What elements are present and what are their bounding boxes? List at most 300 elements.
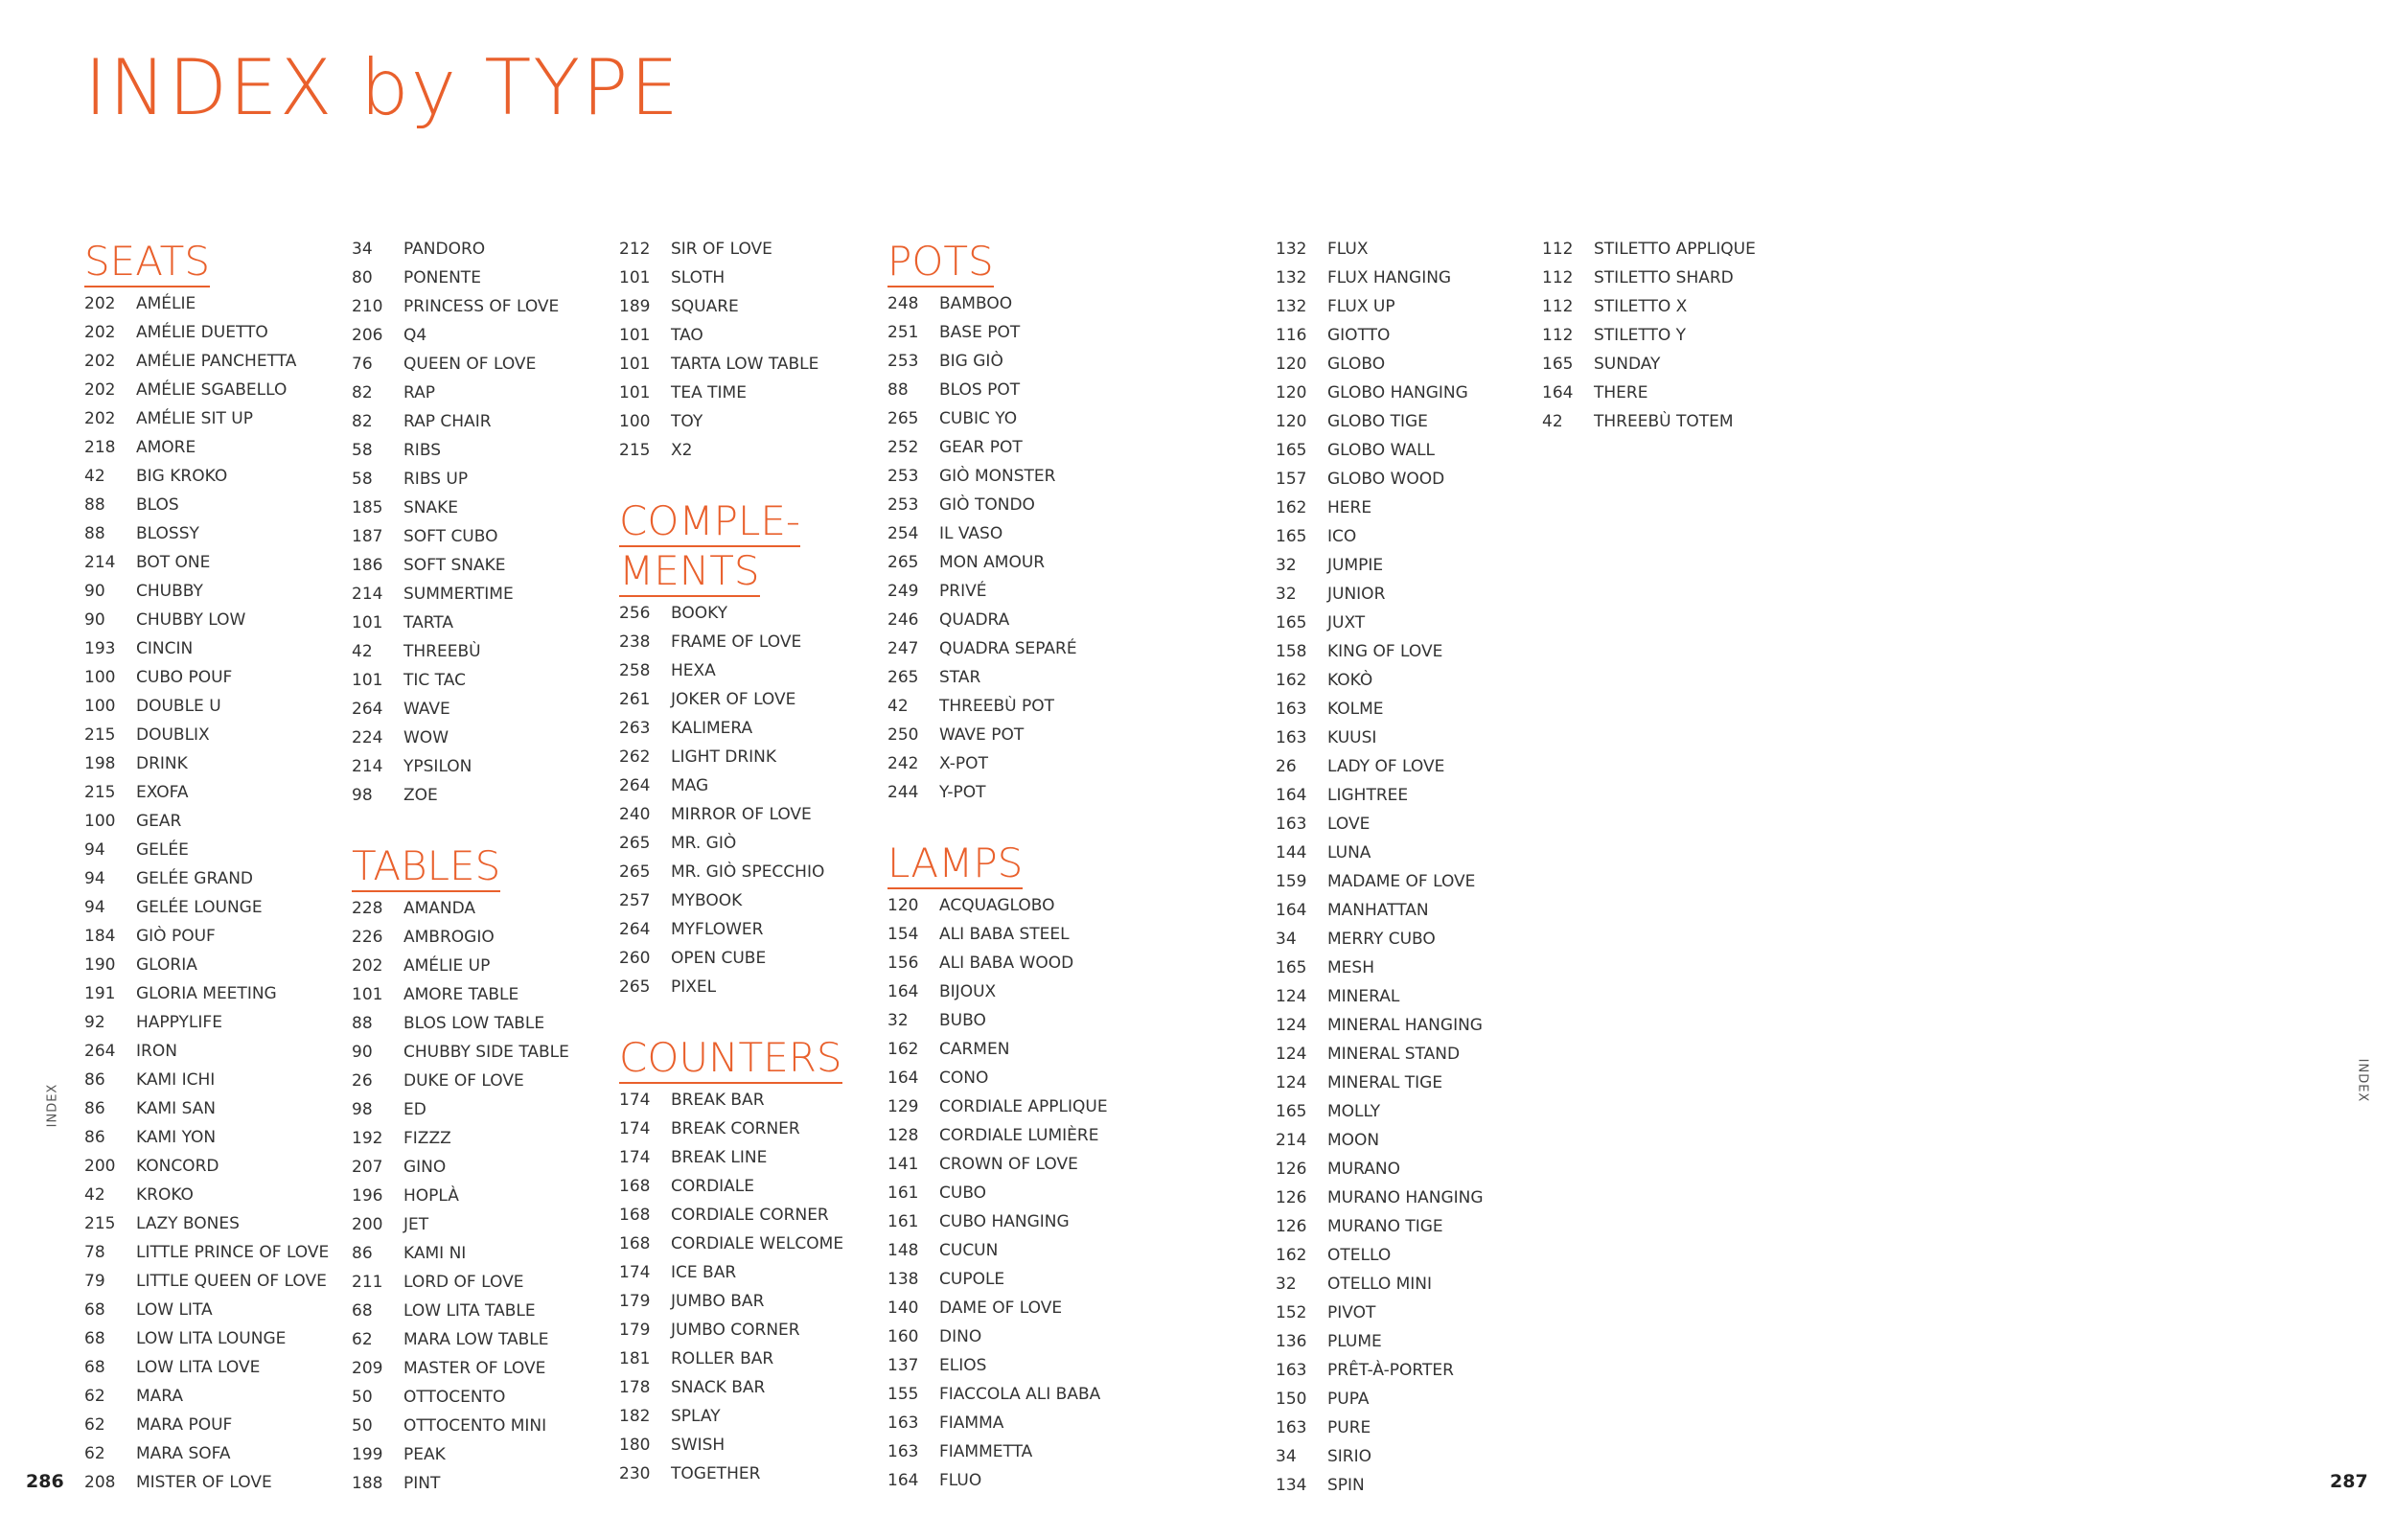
product-name: TOGETHER: [671, 1464, 761, 1483]
index-entry: [887, 462, 1146, 491]
page-ref: 214: [352, 585, 383, 604]
index-entry: [1276, 1327, 1534, 1356]
product-name: QUADRA SEPARÉ: [939, 639, 1077, 658]
index-entry: [84, 289, 343, 318]
product-name: BREAK BAR: [671, 1091, 765, 1110]
product-name: PRÊT-À-PORTER: [1327, 1361, 1454, 1380]
index-entry: [352, 952, 611, 980]
product-name: SOFT CUBO: [403, 527, 498, 546]
index-entry: [1276, 695, 1534, 724]
product-name: GLOBO: [1327, 355, 1386, 374]
index-entry: [1276, 954, 1534, 982]
index-entry: [887, 376, 1146, 404]
product-name: LOW LITA LOVE: [136, 1358, 261, 1377]
page-ref: 188: [352, 1474, 383, 1493]
index-entry: [619, 1402, 878, 1431]
product-name: TOY: [671, 412, 703, 431]
product-name: SUMMERTIME: [403, 585, 514, 604]
page-number-left: 286: [26, 1471, 64, 1492]
entry-list: [887, 891, 1146, 1495]
index-entry: [352, 894, 611, 923]
product-name: PANDORO: [403, 240, 486, 259]
page-ref: 202: [84, 294, 116, 313]
index-entry: [352, 522, 611, 551]
product-name: OTELLO: [1327, 1246, 1392, 1265]
index-entry: [1542, 321, 1801, 350]
index-entry: [887, 663, 1146, 692]
product-name: AMÉLIE PANCHETTA: [136, 352, 297, 371]
product-name: CROWN OF LOVE: [939, 1155, 1078, 1174]
product-name: TEA TIME: [671, 383, 747, 402]
product-name: TARTA LOW TABLE: [671, 355, 819, 374]
page-ref: 202: [84, 323, 116, 342]
page-ref: 240: [619, 805, 651, 824]
index-section: [619, 1034, 878, 1488]
page-ref: 94: [84, 840, 105, 860]
page-ref: 247: [887, 639, 919, 658]
index-entry: [1276, 1385, 1534, 1414]
index-section: [1542, 235, 1801, 436]
product-name: OTELLO MINI: [1327, 1275, 1433, 1294]
index-entry: [1276, 1011, 1534, 1040]
product-name: PLUME: [1327, 1332, 1382, 1351]
index-entry: [84, 1181, 343, 1209]
index-entry: [619, 1143, 878, 1172]
page-ref: 250: [887, 725, 919, 745]
product-name: HERE: [1327, 498, 1372, 517]
product-name: SNACK BAR: [671, 1378, 766, 1397]
product-name: BLOS POT: [939, 380, 1021, 400]
index-entry: [352, 1210, 611, 1239]
product-name: FIAMMA: [939, 1414, 1004, 1433]
index-entry: [887, 289, 1146, 318]
product-name: MARA LOW TABLE: [403, 1330, 549, 1349]
page-ref: 32: [1276, 585, 1297, 604]
index-entry: [1276, 1040, 1534, 1069]
index-entry: [887, 606, 1146, 634]
product-name: ACQUAGLOBO: [939, 896, 1055, 915]
page-ref: 62: [84, 1444, 105, 1463]
index-entry: [887, 1322, 1146, 1351]
page-ref: 208: [84, 1473, 116, 1492]
product-name: MADAME OF LOVE: [1327, 872, 1476, 891]
page-ref: 168: [619, 1234, 651, 1253]
section-heading: MENTS: [619, 547, 760, 597]
product-name: BLOSSY: [136, 524, 199, 543]
index-entry: [352, 609, 611, 637]
product-name: AMÉLIE SGABELLO: [136, 380, 288, 400]
product-name: GELÉE GRAND: [136, 869, 254, 888]
product-name: BUBO: [939, 1011, 986, 1030]
page-ref: 210: [352, 297, 383, 316]
index-entry: [887, 1437, 1146, 1466]
page-ref: 86: [84, 1128, 105, 1147]
page-ref: 264: [84, 1042, 116, 1061]
index-entry: [84, 864, 343, 893]
entry-list: [352, 235, 611, 810]
index-entry: [1542, 235, 1801, 264]
product-name: GLOBO WOOD: [1327, 470, 1445, 489]
index-entry: [352, 264, 611, 292]
page-ref: 224: [352, 728, 383, 747]
page-ref: 258: [619, 661, 651, 680]
page-ref: 32: [1276, 1275, 1297, 1294]
product-name: PEAK: [403, 1445, 446, 1464]
product-name: CUBO POUF: [136, 668, 233, 687]
index-entry: [84, 1123, 343, 1152]
product-name: KAMI YON: [136, 1128, 217, 1147]
page-ref: 137: [887, 1356, 919, 1375]
page-ref: 132: [1276, 268, 1307, 287]
index-entry: [352, 1383, 611, 1412]
product-name: BOT ONE: [136, 553, 211, 572]
index-entry: [84, 433, 343, 462]
index-entry: [619, 436, 878, 465]
product-name: MARA SOFA: [136, 1444, 231, 1463]
page-ref: 160: [887, 1327, 919, 1346]
index-entry: [84, 1439, 343, 1468]
page-ref: 168: [619, 1206, 651, 1225]
page-ref: 179: [619, 1292, 651, 1311]
product-name: THERE: [1594, 383, 1648, 402]
index-entry: [84, 721, 343, 749]
index-entry: [352, 1325, 611, 1354]
index-entry: [1276, 1270, 1534, 1299]
page-ref: 261: [619, 690, 651, 709]
page-ref: 214: [84, 553, 116, 572]
page-ref: 202: [84, 352, 116, 371]
index-entry: [1276, 494, 1534, 522]
index-entry: [352, 1297, 611, 1325]
product-name: GLOBO TIGE: [1327, 412, 1428, 431]
product-name: FIACCOLA ALI BABA: [939, 1385, 1101, 1404]
page-ref: 186: [352, 556, 383, 575]
index-entry: [84, 491, 343, 519]
product-name: BIG GIÒ: [939, 352, 1003, 371]
page-ref: 265: [887, 409, 919, 428]
index-section: [352, 235, 611, 810]
product-name: KAMI NI: [403, 1244, 467, 1263]
product-name: MOON: [1327, 1131, 1380, 1150]
index-entry: [619, 1287, 878, 1316]
index-entry: [1276, 1414, 1534, 1442]
index-entry: [1276, 551, 1534, 580]
index-entry: [84, 1267, 343, 1296]
product-name: JUMBO CORNER: [671, 1321, 800, 1340]
index-entry: [1276, 292, 1534, 321]
page-ref: 101: [619, 355, 651, 374]
page-ref: 62: [84, 1415, 105, 1435]
product-name: KING OF LOVE: [1327, 642, 1443, 661]
index-entry: [887, 1150, 1146, 1179]
product-name: AMÉLIE DUETTO: [136, 323, 268, 342]
page-ref: 148: [887, 1241, 919, 1260]
product-name: RAP CHAIR: [403, 412, 492, 431]
entry-list: [887, 289, 1146, 807]
page-ref: 212: [619, 240, 651, 259]
product-name: PIVOT: [1327, 1303, 1376, 1322]
index-entry: [887, 891, 1146, 920]
index-entry: [1276, 1299, 1534, 1327]
entry-list: [1542, 235, 1801, 436]
product-name: PONENTE: [403, 268, 481, 287]
index-entry: [1276, 724, 1534, 752]
index-entry: [1276, 637, 1534, 666]
index-entry: [352, 1412, 611, 1440]
index-entry: [1542, 350, 1801, 379]
product-name: CORDIALE CORNER: [671, 1206, 829, 1225]
index-entry: [887, 1121, 1146, 1150]
product-name: STILETTO Y: [1594, 326, 1687, 345]
product-name: MERRY CUBO: [1327, 930, 1436, 949]
index-entry: [84, 979, 343, 1008]
index-entry: [84, 1353, 343, 1382]
page-ref: 180: [619, 1436, 651, 1455]
product-name: LORD OF LOVE: [403, 1273, 524, 1292]
index-entry: [887, 1092, 1146, 1121]
page-ref: 162: [1276, 671, 1307, 690]
page-ref: 129: [887, 1097, 919, 1116]
index-entry: [887, 1006, 1146, 1035]
product-name: FIAMMETTA: [939, 1442, 1033, 1461]
index-entry: [619, 1201, 878, 1230]
page-ref: 134: [1276, 1476, 1307, 1495]
product-name: GEAR: [136, 812, 182, 831]
product-name: CARMEN: [939, 1040, 1010, 1059]
index-entry: [887, 1064, 1146, 1092]
index-entry: [352, 666, 611, 695]
index-entry: [619, 1115, 878, 1143]
entry-list: [619, 1086, 878, 1488]
index-entry: [352, 350, 611, 379]
product-name: MURANO TIGE: [1327, 1217, 1443, 1236]
page-ref: 242: [887, 754, 919, 773]
page-ref: 116: [1276, 326, 1307, 345]
page-ref: 152: [1276, 1303, 1307, 1322]
index-entry: [619, 235, 878, 264]
product-name: ICE BAR: [671, 1263, 737, 1282]
index-entry: [352, 637, 611, 666]
product-name: JUMBO BAR: [671, 1292, 765, 1311]
product-name: WOW: [403, 728, 449, 747]
page-ref: 90: [352, 1043, 373, 1062]
index-entry: [1276, 982, 1534, 1011]
index-entry: [1276, 1069, 1534, 1097]
index-entry: [887, 577, 1146, 606]
index-entry: [352, 1124, 611, 1153]
page-ref: 150: [1276, 1390, 1307, 1409]
product-name: LADY OF LOVE: [1327, 757, 1445, 776]
index-entry: [352, 235, 611, 264]
index-column: [887, 238, 1146, 1528]
product-name: KAMI ICHI: [136, 1070, 216, 1090]
index-entry: [1276, 465, 1534, 494]
product-name: AMÉLIE UP: [403, 956, 491, 976]
index-entry: [619, 771, 878, 800]
index-entry: [887, 1179, 1146, 1207]
product-name: ZOE: [403, 786, 438, 805]
section-heading: POTS: [887, 238, 994, 287]
index-entry: [1276, 1126, 1534, 1155]
index-entry: [619, 1345, 878, 1373]
index-entry: [84, 1296, 343, 1324]
product-name: BOOKY: [671, 604, 728, 623]
product-name: SIRIO: [1327, 1447, 1372, 1466]
product-name: MARA: [136, 1387, 184, 1406]
product-name: X-POT: [939, 754, 988, 773]
product-name: LIGHTREE: [1327, 786, 1409, 805]
product-name: MON AMOUR: [939, 553, 1046, 572]
product-name: BLOS: [136, 495, 179, 515]
index-entry: [84, 1238, 343, 1267]
product-name: LAZY BONES: [136, 1214, 240, 1233]
product-name: OPEN CUBE: [671, 949, 767, 968]
page-ref: 164: [1276, 901, 1307, 920]
product-name: MURANO HANGING: [1327, 1188, 1484, 1207]
page-ref: 101: [352, 671, 383, 690]
product-name: CORDIALE LUMIÈRE: [939, 1126, 1099, 1145]
product-name: RIBS UP: [403, 470, 469, 489]
page-ref: 92: [84, 1013, 105, 1032]
product-name: THREEBÙ POT: [939, 697, 1054, 716]
page-ref: 162: [1276, 1246, 1307, 1265]
page-ref: 98: [352, 786, 373, 805]
index-section: [887, 238, 1146, 807]
page-ref: 90: [84, 610, 105, 630]
product-name: DRINK: [136, 754, 188, 773]
page-ref: 156: [887, 954, 919, 973]
section-heading: COUNTERS: [619, 1034, 842, 1084]
product-name: GELÉE: [136, 840, 189, 860]
index-entry: [84, 663, 343, 692]
index-column: [619, 238, 878, 1521]
product-name: AMÉLIE SIT UP: [136, 409, 253, 428]
section-heading: COMPLE-: [619, 497, 800, 547]
page-ref: 198: [84, 754, 116, 773]
index-entry: [352, 465, 611, 494]
index-entry: [619, 858, 878, 886]
index-entry: [887, 1236, 1146, 1265]
page-ref: 136: [1276, 1332, 1307, 1351]
index-entry: [887, 749, 1146, 778]
page-ref: 101: [619, 326, 651, 345]
index-entry: [619, 379, 878, 407]
page-ref: 253: [887, 352, 919, 371]
page-ref: 200: [352, 1215, 383, 1234]
product-name: Y-POT: [939, 783, 986, 802]
page-ref: 68: [84, 1358, 105, 1377]
product-name: OTTOCENTO: [403, 1388, 506, 1407]
page-ref: 42: [84, 1185, 105, 1205]
product-name: CUCUN: [939, 1241, 999, 1260]
page-ref: 164: [1542, 383, 1574, 402]
page-ref: 112: [1542, 268, 1574, 287]
page-ref: 164: [887, 1069, 919, 1088]
product-name: LOW LITA LOUNGE: [136, 1329, 287, 1348]
product-name: CUBO HANGING: [939, 1212, 1070, 1231]
page-ref: 158: [1276, 642, 1307, 661]
product-name: SIR OF LOVE: [671, 240, 772, 259]
page-ref: 238: [619, 632, 651, 652]
product-name: STAR: [939, 668, 981, 687]
index-entry: [1276, 752, 1534, 781]
product-name: JET: [403, 1215, 429, 1234]
index-entry: [84, 1037, 343, 1066]
product-name: FLUX UP: [1327, 297, 1395, 316]
page-ref: 100: [84, 668, 116, 687]
index-entry: [1276, 350, 1534, 379]
product-name: AMORE TABLE: [403, 985, 519, 1004]
page-ref: 50: [352, 1388, 373, 1407]
product-name: DOUBLE U: [136, 697, 221, 716]
page-ref: 182: [619, 1407, 651, 1426]
index-entry: [619, 656, 878, 685]
entry-list: [352, 894, 611, 1498]
index-entry: [887, 721, 1146, 749]
page-ref: 120: [1276, 355, 1307, 374]
product-name: IL VASO: [939, 524, 1003, 543]
product-name: GLOBO WALL: [1327, 441, 1436, 460]
product-name: ELIOS: [939, 1356, 987, 1375]
index-entry: [887, 1265, 1146, 1294]
page-ref: 126: [1276, 1217, 1307, 1236]
page-ref: 68: [84, 1329, 105, 1348]
page-ref: 120: [1276, 412, 1307, 431]
page-ref: 68: [84, 1300, 105, 1320]
product-name: OTTOCENTO MINI: [403, 1416, 547, 1436]
product-name: JUMPIE: [1327, 556, 1384, 575]
page-ref: 215: [619, 441, 651, 460]
index-column: [1276, 238, 1534, 1532]
index-entry: [84, 749, 343, 778]
product-name: FRAME OF LOVE: [671, 632, 802, 652]
product-name: MARA POUF: [136, 1415, 233, 1435]
page-ref: 88: [84, 524, 105, 543]
index-entry: [619, 829, 878, 858]
page-ref: 88: [84, 495, 105, 515]
product-name: SWISH: [671, 1436, 726, 1455]
index-entry: [619, 1316, 878, 1345]
index-column: [352, 238, 611, 1530]
index-entry: [1542, 407, 1801, 436]
page-ref: 246: [887, 610, 919, 630]
page-ref: 196: [352, 1186, 383, 1206]
page-ref: 120: [1276, 383, 1307, 402]
page-ref: 163: [887, 1442, 919, 1461]
index-entry: [887, 347, 1146, 376]
page-ref: 174: [619, 1119, 651, 1138]
product-name: MINERAL HANGING: [1327, 1016, 1483, 1035]
page-ref: 189: [619, 297, 651, 316]
index-entry: [1276, 609, 1534, 637]
index-entry: [352, 1153, 611, 1182]
index-entry: [1542, 292, 1801, 321]
index-entry: [887, 318, 1146, 347]
page-ref: 215: [84, 1214, 116, 1233]
index-entry: [84, 318, 343, 347]
product-name: SPIN: [1327, 1476, 1365, 1495]
page-ref: 101: [619, 268, 651, 287]
section-heading: TABLES: [352, 842, 500, 892]
product-name: ROLLER BAR: [671, 1349, 774, 1368]
page-ref: 163: [1276, 1361, 1307, 1380]
page-ref: 82: [352, 412, 373, 431]
index-entry: [352, 923, 611, 952]
product-name: GINO: [403, 1158, 447, 1177]
product-name: MIRROR OF LOVE: [671, 805, 812, 824]
index-entry: [352, 1095, 611, 1124]
product-name: MANHATTAN: [1327, 901, 1429, 920]
